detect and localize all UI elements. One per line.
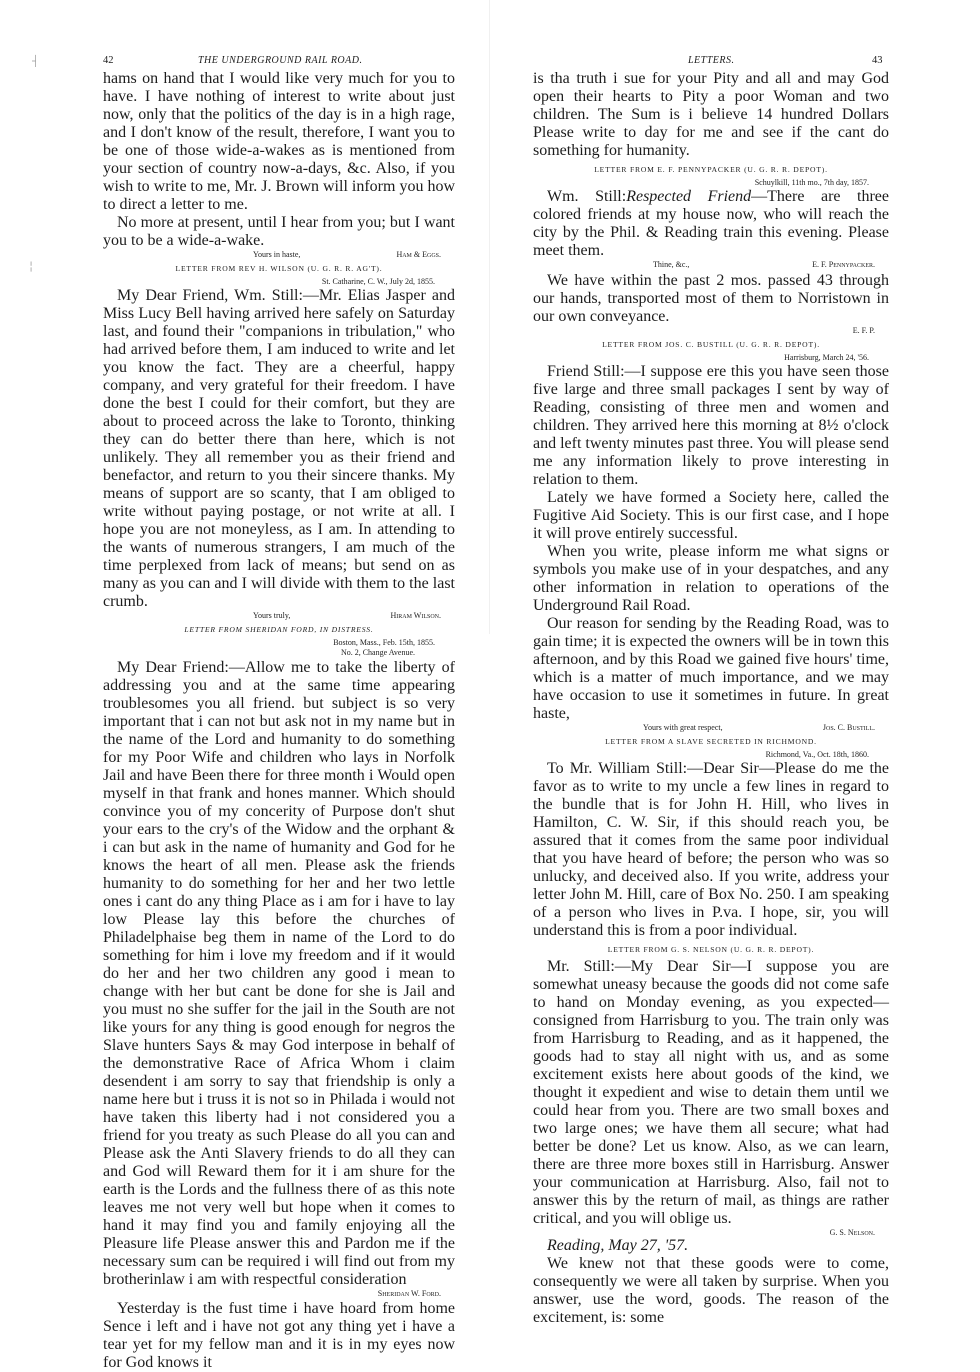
- signer: Ham & Eggs.: [396, 250, 441, 259]
- dateline: Boston, Mass., Feb. 15th, 1855.: [333, 638, 435, 647]
- paragraph: Lately we have formed a Society here, called the Fugitive Aid Society. This is our first case, and I hope it will prove entirely successful.: [533, 489, 889, 542]
- margin-mark: ┤: [32, 56, 40, 67]
- letter-body: Mr. Still:—My Dear Sir—I suppose you are somewhat uneasy because the goods did not come safe to hand on Monday evening, as you expected—consigned from Harrisburg to you. The train only was from Harrisburg to Reading, and as it happened, the goods had to stay all night with us, and as some excitement exists here about goods of the kind, we thought it expedient and wise to detain them until we could hear from you. There are two small boxes and two large ones; we have them all secure; what had better be done? Let us know. Also, as we can learn, there are three more boxes still in Harrisburg. Answer your communication at Harrisburg. Also, fail not to answer this by the return of mail, as things are rather critical, and you will oblige us.: [533, 958, 889, 1227]
- dateline: Reading, May 27, '57.: [547, 1237, 689, 1254]
- signer: E. F. Pennypacker.: [812, 260, 875, 269]
- left-page-column: [103, 70, 455, 1372]
- signer: Jos. C. Bustill.: [822, 723, 875, 732]
- closing: Yours in haste,: [253, 250, 301, 259]
- running-head-right: LETTERS.: [688, 55, 735, 66]
- paragraph: When you write, please inform me what signs or symbols you make use of in your despatches, and any other information in relation to operations of the Underground Rail Road.: [533, 543, 889, 614]
- running-head-left: THE UNDERGROUND RAIL ROAD.: [198, 55, 363, 66]
- closing: Thine, &c.,: [653, 260, 690, 269]
- page-fold: [489, 0, 490, 634]
- signer: G. S. Nelson.: [829, 1228, 875, 1237]
- signature-block: [533, 723, 889, 732]
- paragraph: is tha truth i sue for your Pity and all and may God open their hearts to Pity a poor Woman and two children. The Sum is i believe 14 hundred Dollars Please write to day for me and see if the cant do something for humanity.: [533, 70, 889, 159]
- letter-body: Friend Still:—I suppose ere this you have seen those five large and three small packages I sent by way of Reading, consisting of three men and women and children. They arrived here this morning at 8½ o'clock and left twenty minutes past three. You will please send me any information likely to prove interesting in relation to them.: [533, 363, 889, 488]
- salutation: Wm. Still:: [547, 188, 627, 205]
- paragraph: We have within the past 2 mos. passed 43 through our hands, transported most of them to Norristown in our own conveyance.: [533, 272, 889, 325]
- letter-heading: LETTER FROM G. S. NELSON (U. G. R. R. DEPOT).: [607, 945, 815, 954]
- signature-block: [103, 250, 455, 259]
- paragraph: Yesterday is the fust time i have hoard from home Sence i left and i have not got any thing yet i have a tear yet for my fellow man and it is in my eyes now for God knows it: [103, 1300, 455, 1371]
- margin-mark: ╎: [28, 262, 35, 273]
- letter-heading: LETTER FROM REV H. WILSON (U. G. R. R. AG'T).: [175, 264, 383, 273]
- address: No. 2, Change Avenue.: [340, 648, 415, 657]
- paragraph: We knew not that these goods were to come, consequently we were all taken by surprise. When you answer, use the word, goods. The reason of the excitement, is: some: [533, 1255, 889, 1326]
- closing: Yours with great respect,: [643, 723, 723, 732]
- page-number-left: 42: [103, 55, 114, 66]
- letter-body: [533, 188, 889, 260]
- letter-body: My Dear Friend:—Allow me to take the liberty of addressing you and at the same time appearing troublesomes you all friend. but subject is so very important that i can not but ask not in my name but in the name of the Lord and humanity to do something for my Poor Wife and children who lays in Norfolk Jail and have Been there for three month i Would open myself in that frank and hones manner. Which should convince you of my concerity of Purpose don't shut your ears to the cry's of the Widow and the orphant & i can but ask in the name of humanity and God for he knows the heart of all men. Please ask the friends humanity to do something for her and her two lettle ones i cant do any thing Place as i am for i have to lay low Please lay this before the churches of Philadelphaise beg them in name of the Lord to do something for him i love my freedom and if it would do her and her two children any good i mean to change with her but cant be done for she is Jail and you must no she suffer for the jail in the South are not like yours for any thing is good enough for negros the Slave hunters Says & may God interpose in behalf of the demonstrative Race of Africa Whom i claim desendent i am sorry to say that friendship is only a name here but i truss it is not so in Philada i would not have taken this liberty had i not considered you a friend for you treaty as such Please do all you can and Please ask the Anti Slavery friends to do all they can and God will Reward them for it i am shure for the earth is the Lords and the fullness there of as this note leaves me not very well but hope when it comes to hand it may find you and family enjoying all the Pleasure life Please answer this and Pardon me if the necessary sum can be required i will find out from my brotherinlaw i am with respectful consideration: [103, 659, 455, 1288]
- dateline: Harrisburg, March 24, '56.: [784, 353, 869, 362]
- paragraph: Our reason for sending by the Reading Road, was to gain time; it is expected the owners will be in town this afternoon, and by this Road we gained five hours' time, which is a matter of much importance, and we may have occasion to use it sometimes in future. In great haste,: [533, 615, 889, 722]
- signer: Hiram Wilson.: [390, 611, 441, 620]
- signature-block: [533, 260, 889, 269]
- signature-block: [103, 611, 455, 620]
- salutation-rest: Respected Friend: [626, 188, 752, 205]
- closing: Yours truly,: [253, 611, 291, 620]
- page-number-right: 43: [872, 55, 883, 66]
- letter-heading: LETTER FROM SHERIDAN FORD, IN DISTRESS.: [184, 625, 374, 634]
- dateline: Richmond, Va., Oct. 18th, 1860.: [765, 750, 869, 759]
- dateline: Schuylkill, 11th mo., 7th day, 1857.: [754, 178, 869, 187]
- paragraph: No more at present, until I hear from you; but I want you to be a wide-a-wake.: [103, 214, 455, 249]
- signer: Sheridan W. Ford.: [377, 1289, 441, 1298]
- dateline: St. Catharine, C. W., July 2d, 1855.: [321, 277, 435, 286]
- letter-heading: LETTER FROM A SLAVE SECRETED IN RICHMOND.: [605, 737, 817, 746]
- letter-body: My Dear Friend, Wm. Still:—Mr. Elias Jasper and Miss Lucy Bell having arrived here safely on Saturday last, and found their "companions in tribulation," who had arrived before them, I am induced to write and let you know the fact. They are a cheerful, happy company, and very grateful for their freedom. I have done the best I could for their comfort, but they are about to proceed across the lake to Toronto, thinking they can do better there than here, which is not unlikely. They all remember you as their friend and benefactor, and return to you their sincere thanks. My means of support are so scanty, that I am obliged to write without paying postage, or not write at all. I hope you are not moneyless, as I am. In attending to the wants of numerous strangers, I am much of the time perplexed from lack of means; but send on as many as you can and I will divide with them to the last crumb.: [103, 287, 455, 610]
- letter-heading: LETTER FROM E. F. PENNYPACKER (U. G. R. R. DEPOT).: [594, 165, 828, 174]
- letter-text: —There are three colored friends at my house now, who will reach the city by the Phil. & Reading train this evening. Please meet them.: [533, 188, 890, 259]
- initials: E. F. P.: [852, 326, 875, 335]
- letter-heading: LETTER FROM JOS. C. BUSTILL (U. G. R. R. DEPOT).: [602, 340, 820, 349]
- letter-body: To Mr. William Still:—Dear Sir—Please do me the favor as to write to my uncle a few lines in regard to the bundle that is for John H. Hill, who lives in Hamilton, C. W. Sir, if this should reach you, be assured that it comes from the same poor individual that you have heard of before; the person who was so unlucky, and deceived also. If you write, address your letter John M. Hill, care of Box No. 250. I am speaking of a person who lives in P.va. I hope, sir, you will understand this is from a poor individual.: [533, 760, 889, 939]
- right-page-column: [533, 70, 889, 1327]
- paragraph: hams on hand that I would like very much for you to have. I have nothing of interest to write about just now, only that the politics of the day is in a high rage, and I don't know of the result, therefore, I want you to be one of those wide-a-wakes as is mentioned from your section of country now-a-days, &c. Also, if you wish to write to me, Mr. J. Brown will inform you how to direct a letter to me.: [103, 70, 455, 213]
